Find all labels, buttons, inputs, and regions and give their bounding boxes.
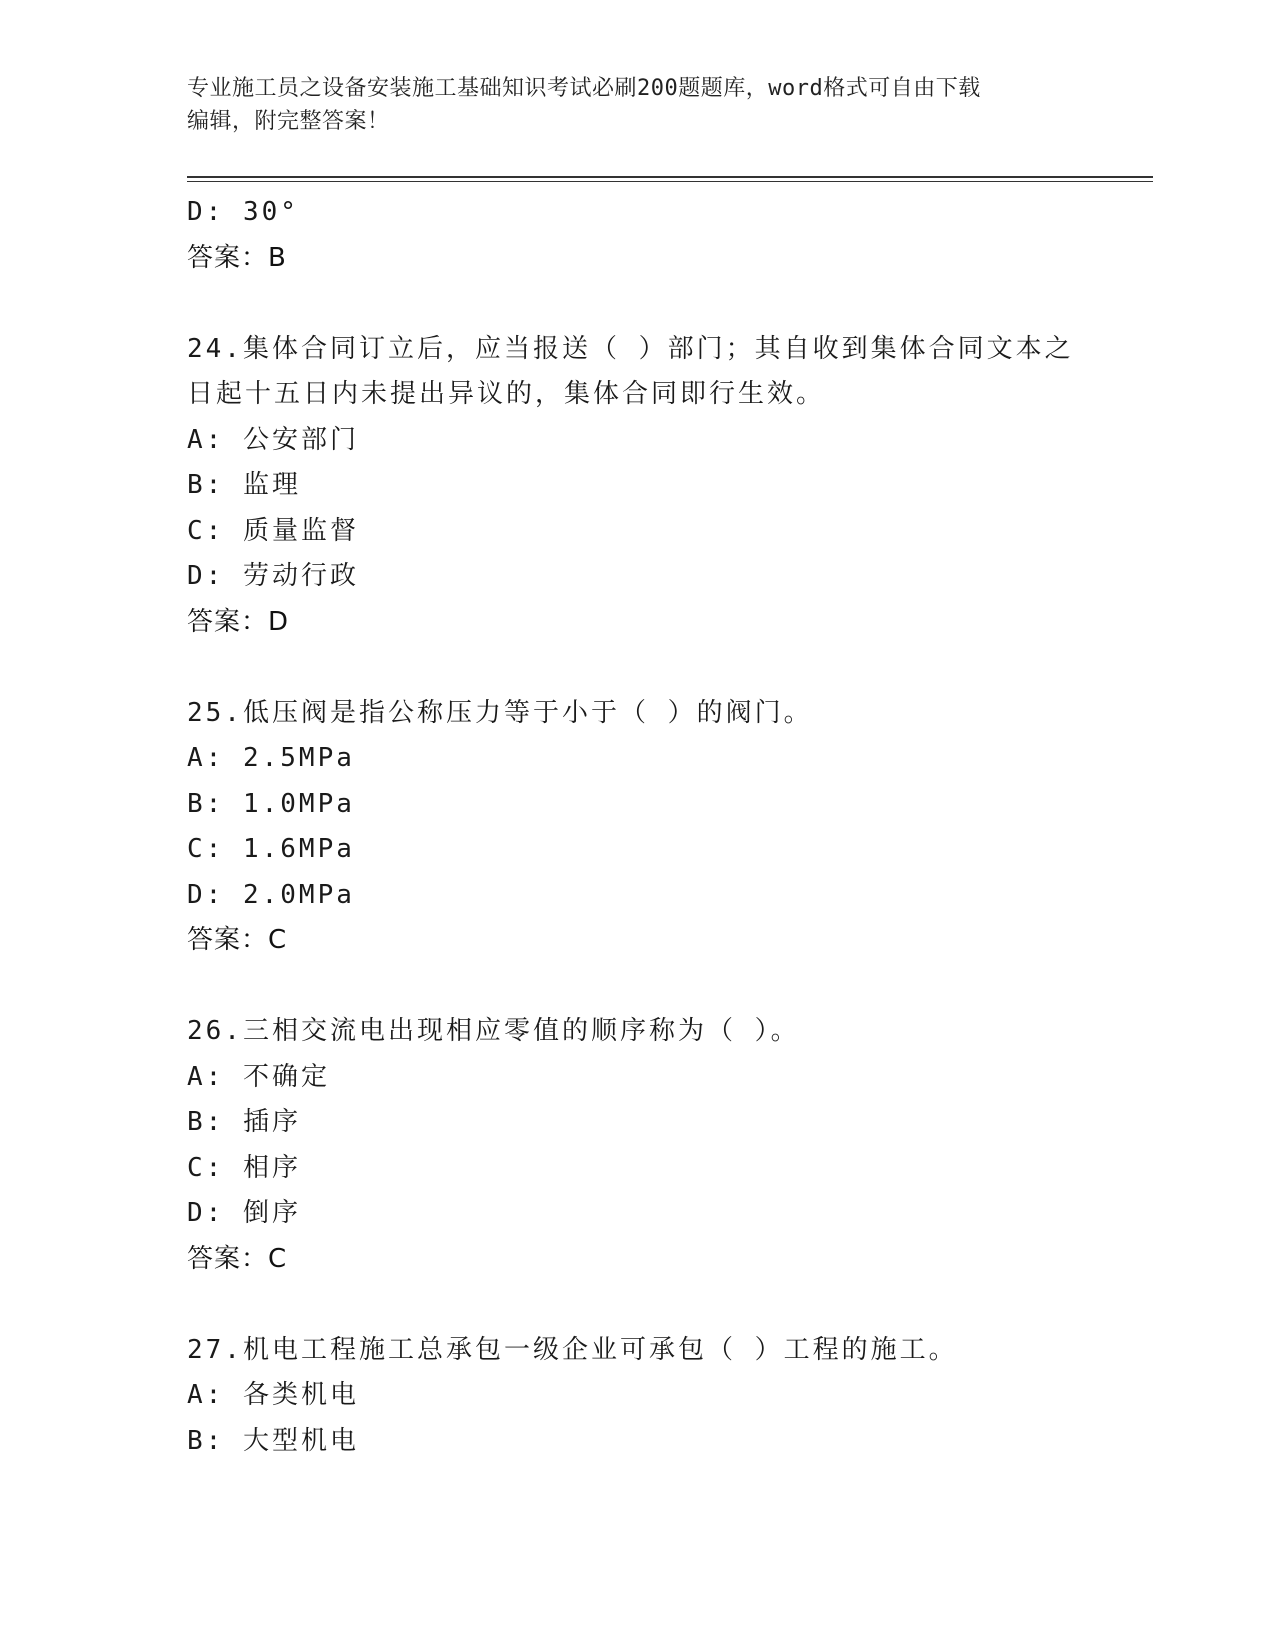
option-b: B: 大型机电 <box>187 1425 359 1456</box>
question-stem: 27.机电工程施工总承包一级企业可承包（ ）工程的施工。 <box>187 1334 958 1365</box>
spacer <box>187 964 1087 1010</box>
option-c: C: 1.6MPa <box>187 834 355 864</box>
option-b: B: 监理 <box>187 470 301 500</box>
option-c: C: 相序 <box>187 1152 301 1183</box>
option-b: B: 1.0MPa <box>187 788 355 819</box>
spacer <box>187 645 1087 691</box>
answer: 答案：C <box>187 1243 288 1274</box>
option-a: A: 不确定 <box>187 1061 330 1092</box>
option-d: D: 倒序 <box>187 1198 301 1228</box>
question-stem: 24.集体合同订立后，应当报送（ ）部门；其自收到集体合同文本之 <box>187 333 1074 364</box>
spacer <box>187 281 1087 327</box>
question-stem: 25.低压阀是指公称压力等于小于（ ）的阀门。 <box>187 697 813 728</box>
header-title-line-1: 专业施工员之设备安装施工基础知识考试必刷200题题库，word格式可自由下载 <box>187 76 981 101</box>
option-d: D: 劳动行政 <box>187 561 359 591</box>
header-title-line-2: 编辑，附完整答案！ <box>187 109 390 134</box>
question-25 <box>187 691 1087 964</box>
question-stem-continued: 日起十五日内未提出异议的，集体合同即行生效。 <box>187 379 826 409</box>
question-24 <box>187 327 1087 646</box>
prev-option-d: D: 30° <box>187 197 299 227</box>
option-d: D: 2.0MPa <box>187 879 355 910</box>
question-stem: 26.三相交流电出现相应零值的顺序称为（ ）。 <box>187 1016 800 1046</box>
question-26 <box>187 1009 1087 1282</box>
answer: 答案：C <box>187 925 288 955</box>
question-list <box>187 190 1087 1464</box>
page-header <box>187 72 1087 138</box>
prev-answer: 答案：B <box>187 242 287 273</box>
spacer <box>187 1282 1087 1328</box>
option-a: A: 公安部门 <box>187 424 359 455</box>
option-b: B: 插序 <box>187 1107 301 1137</box>
option-c: C: 质量监督 <box>187 515 359 546</box>
option-a: A: 2.5MPa <box>187 743 355 773</box>
header-divider <box>187 176 1153 178</box>
answer: 答案：D <box>187 606 290 637</box>
option-a: A: 各类机电 <box>187 1380 359 1410</box>
question-27 <box>187 1328 1087 1465</box>
header-divider-thin <box>187 181 1153 182</box>
